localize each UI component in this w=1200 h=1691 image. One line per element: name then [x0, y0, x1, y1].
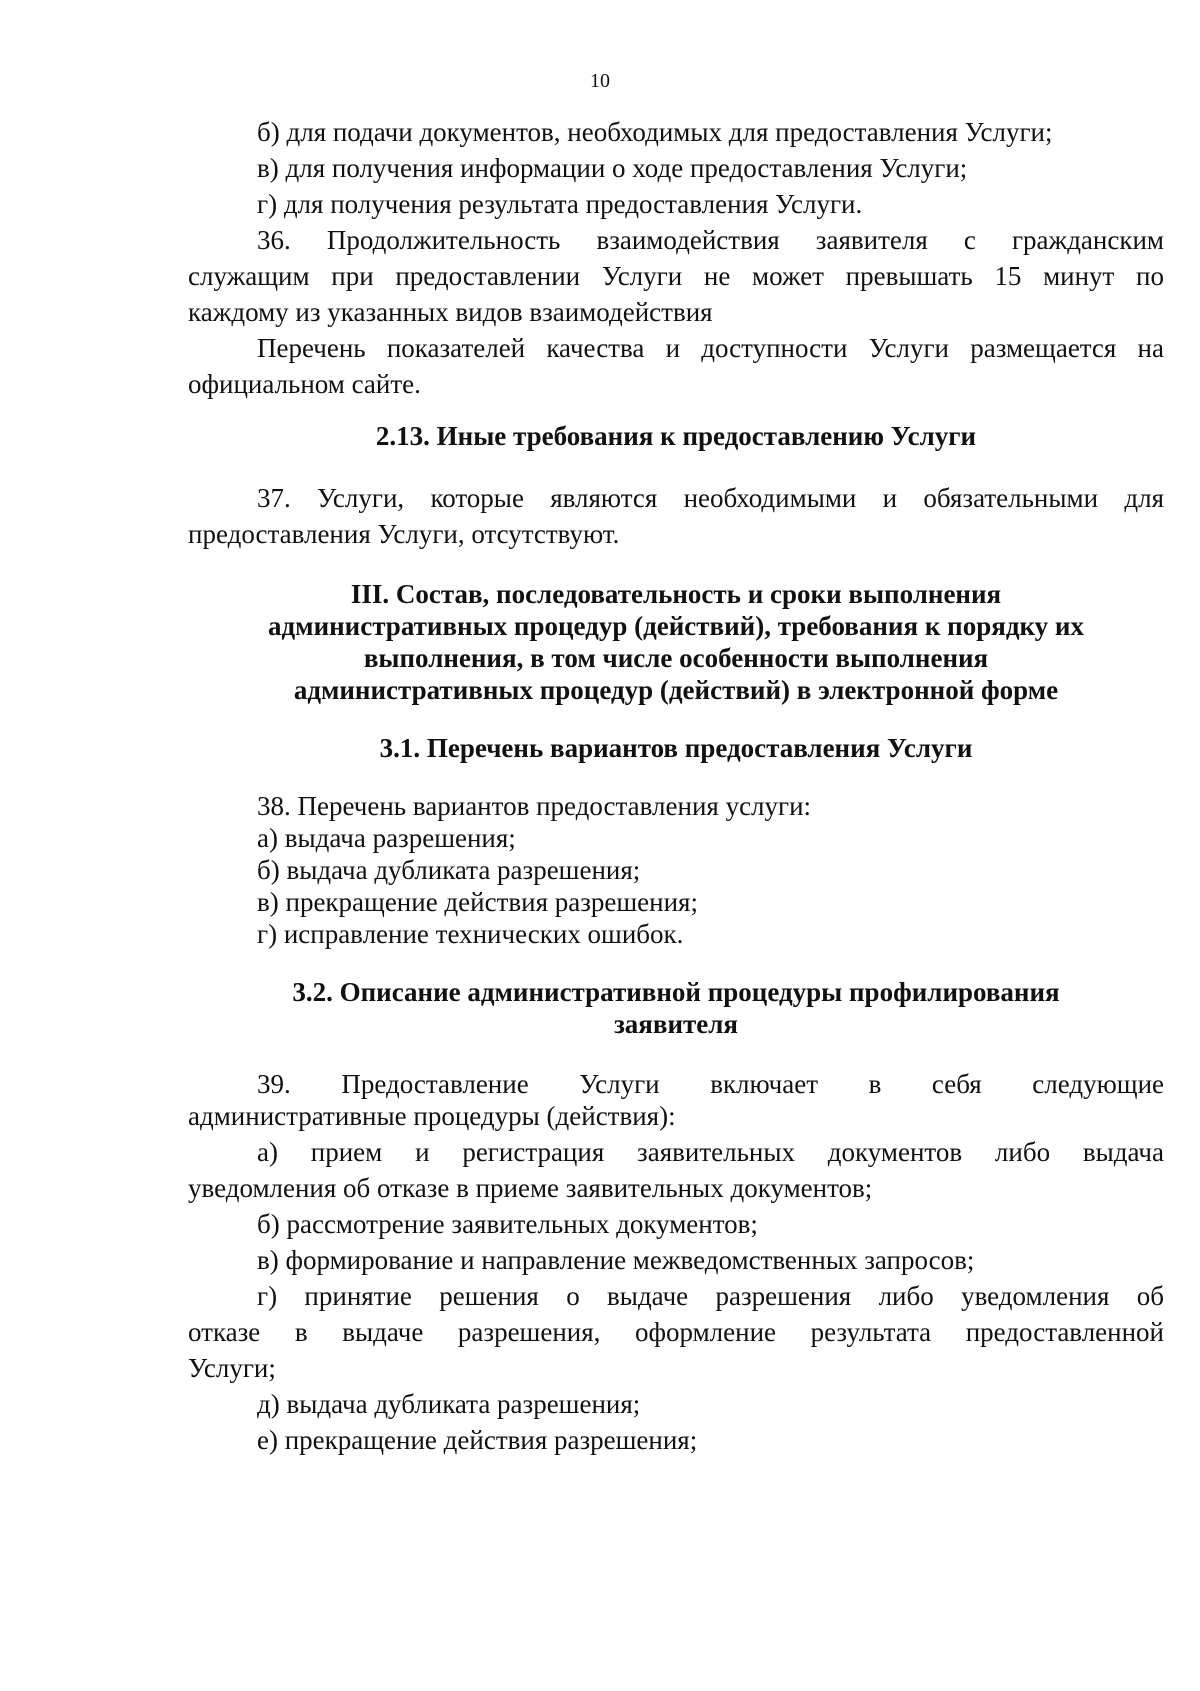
- list-item-b: б) выдача дубликата разрешения;: [257, 855, 641, 885]
- list-item-b: б) для подачи документов, необходимых для предоставления Услуги;: [257, 117, 1053, 147]
- list-item-v: в) прекращение действия разрешения;: [257, 887, 698, 917]
- section-3-heading-line4: административных процедур (действий) в электронной форме: [293, 675, 1059, 705]
- list-item-a-line2: уведомления об отказе в приеме заявительных документов;: [188, 1173, 873, 1203]
- paragraph-38: 38. Перечень вариантов предоставления услуги:: [257, 791, 812, 821]
- list-item-d: д) выдача дубликата разрешения;: [257, 1389, 641, 1419]
- list-item-g-line1: г) принятие решения о выдаче разрешения либо уведомления об: [257, 1281, 1164, 1311]
- section-heading-3-1: 3.1. Перечень вариантов предоставления Услуги: [379, 733, 973, 763]
- page-number: 10: [590, 70, 610, 92]
- list-item-g-line2: отказе в выдаче разрешения, оформление результата предоставленной: [188, 1317, 1164, 1347]
- list-item-a: а) выдача разрешения;: [257, 823, 516, 853]
- section-3-heading-line1: III. Состав, последовательность и сроки выполнения: [350, 579, 1002, 609]
- quality-paragraph-line2: официальном сайте.: [188, 369, 421, 399]
- list-item-g-line3: Услуги;: [188, 1353, 276, 1383]
- paragraph-36-line1: 36. Продолжительность взаимодействия заявителя с гражданским: [257, 225, 1164, 255]
- paragraph-37-line2: предоставления Услуги, отсутствуют.: [188, 519, 620, 549]
- paragraph-39-line2: административные процедуры (действия):: [188, 1101, 676, 1131]
- section-3-heading-line3: выполнения, в том числе особенности выполнения: [363, 643, 989, 673]
- list-item-b: б) рассмотрение заявительных документов;: [257, 1209, 758, 1239]
- list-item-v: в) для получения информации о ходе предоставления Услуги;: [257, 153, 968, 183]
- section-3-heading-line2: административных процедур (действий), требования к порядку их: [268, 611, 1084, 641]
- list-item-g: г) исправление технических ошибок.: [257, 919, 684, 949]
- paragraph-39-line1: 39. Предоставление Услуги включает в себя следующие: [257, 1069, 1164, 1099]
- list-item-e: е) прекращение действия разрешения;: [257, 1425, 698, 1455]
- section-heading-3-2-line1: 3.2. Описание административной процедуры профилирования: [292, 977, 1060, 1007]
- paragraph-36-line2: служащим при предоставлении Услуги не может превышать 15 минут по: [188, 261, 1164, 291]
- section-heading-2-13: 2.13. Иные требования к предоставлению Услуги: [375, 421, 977, 451]
- paragraph-37-line1: 37. Услуги, которые являются необходимыми и обязательными для: [257, 483, 1164, 513]
- paragraph-36-line3: каждому из указанных видов взаимодействия: [188, 297, 713, 327]
- list-item-a-line1: а) прием и регистрация заявительных документов либо выдача: [257, 1137, 1164, 1167]
- list-item-g: г) для получения результата предоставления Услуги.: [257, 189, 863, 219]
- quality-paragraph-line1: Перечень показателей качества и доступности Услуги размещается на: [257, 333, 1164, 363]
- section-heading-3-2-line2: заявителя: [613, 1009, 739, 1039]
- list-item-v: в) формирование и направление межведомственных запросов;: [257, 1245, 975, 1275]
